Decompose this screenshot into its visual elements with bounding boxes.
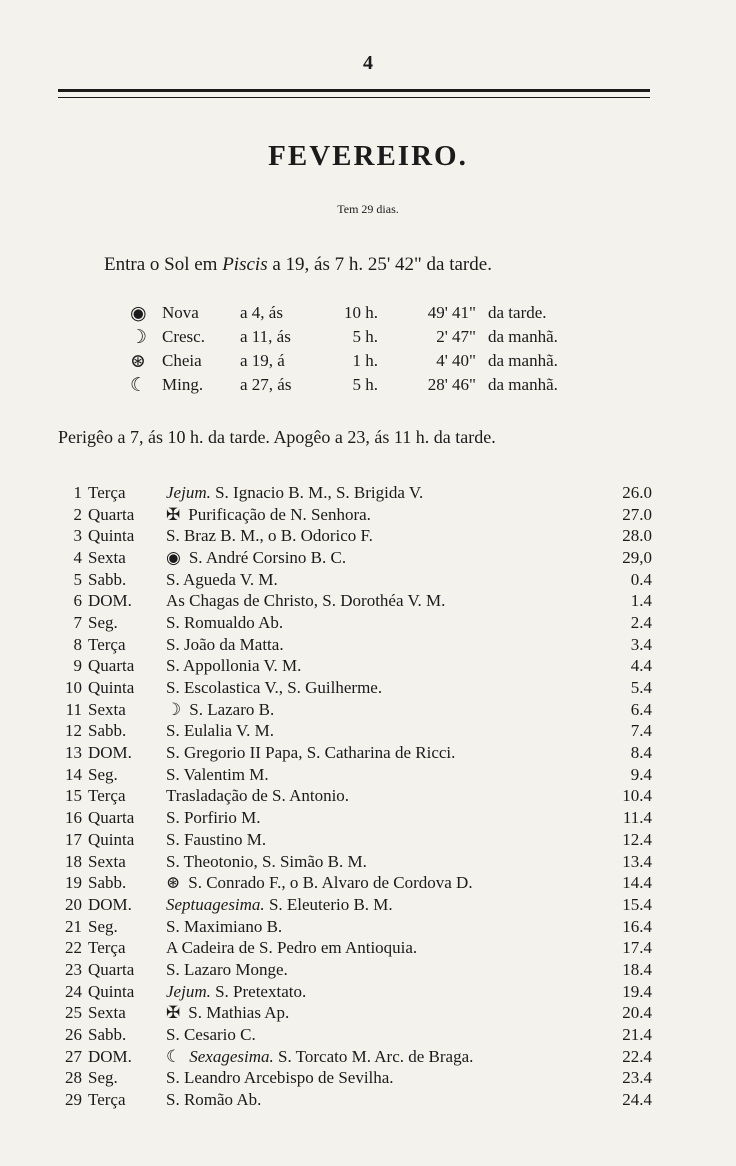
epact-value: 17.4 xyxy=(622,938,652,958)
day-number: 8 xyxy=(73,634,82,654)
saint-names: As Chagas de Christo, S. Dorothéa V. M. xyxy=(166,591,446,611)
saint-names: S. Faustino M. xyxy=(166,829,267,849)
epact-value: 9.4 xyxy=(630,764,652,784)
epact-value: 22.4 xyxy=(622,1046,652,1066)
saint-names: S. Valentim M. xyxy=(166,764,269,784)
day-number: 22 xyxy=(65,938,82,958)
epact-value: 23.4 xyxy=(622,1068,652,1088)
liturgical-note: Jejum. xyxy=(166,482,211,502)
saint-names: S. Mathias Ap. xyxy=(188,1003,290,1023)
epact-value: 5.4 xyxy=(630,678,652,698)
day-number: 13 xyxy=(65,743,82,763)
day-row xyxy=(56,872,652,894)
moon-phase-hour: 1 h. xyxy=(352,351,378,370)
weekday: Quinta xyxy=(88,981,135,1001)
weekday: Quarta xyxy=(88,959,135,979)
day-number: 28 xyxy=(65,1068,82,1088)
saint-names: S. Theotonio, S. Simão B. M. xyxy=(166,851,367,871)
moon-phase-period: da manhã. xyxy=(488,351,558,370)
epact-value: 1.4 xyxy=(630,591,652,611)
moon-phase-date: a 11, ás xyxy=(240,327,291,346)
saint-names: S. Pretextato. xyxy=(210,981,307,1001)
weekday: Terça xyxy=(88,482,126,502)
day-number: 26 xyxy=(65,1025,82,1045)
moon-phase-date: a 4, ás xyxy=(240,303,283,322)
saint-names: S. Agueda V. M. xyxy=(166,569,278,589)
days-table xyxy=(56,482,652,1111)
day-number: 5 xyxy=(73,569,82,589)
epact-value: 10.4 xyxy=(622,786,652,806)
day-number: 24 xyxy=(65,981,82,1001)
moon-phase-icon: ☽ xyxy=(130,326,148,348)
epact-value: 3.4 xyxy=(630,634,652,654)
epact-value: 4.4 xyxy=(630,656,652,676)
saint-text xyxy=(166,635,602,655)
saint-text xyxy=(166,852,602,872)
month-subtitle: Tem 29 dias. xyxy=(337,202,399,216)
day-row xyxy=(56,677,652,699)
weekday: DOM. xyxy=(88,894,132,914)
saint-text xyxy=(166,873,602,893)
saint-names: Trasladação de S. Antonio. xyxy=(166,786,350,806)
saint-text xyxy=(166,483,602,503)
day-row xyxy=(56,699,652,721)
moon-phase-date: a 19, á xyxy=(240,351,285,370)
epact-value: 11.4 xyxy=(622,808,652,828)
saint-names: S. Escolastica V., S. Guilherme. xyxy=(166,678,383,698)
day-row xyxy=(56,569,652,591)
weekday: Sabb. xyxy=(88,569,127,589)
moon-phase-icon: ☾ xyxy=(130,374,148,396)
weekday: Quarta xyxy=(88,808,135,828)
saint-text xyxy=(166,938,602,958)
saint-text xyxy=(166,721,602,741)
moon-phase-hour: 5 h. xyxy=(352,375,378,394)
moon-phase-name: Ming. xyxy=(162,375,204,394)
day-row xyxy=(56,1089,652,1111)
saint-text xyxy=(166,743,602,763)
sun-entry-pre: Entra o Sol em xyxy=(104,254,223,275)
day-row xyxy=(56,959,652,981)
day-row xyxy=(56,764,652,786)
saint-names: S. Leandro Arcebispo de Sevilha. xyxy=(166,1068,394,1088)
day-row xyxy=(56,656,652,678)
epact-value: 29,0 xyxy=(622,547,652,567)
day-row xyxy=(56,1046,652,1068)
day-row xyxy=(56,590,652,612)
saint-names: S. Eulalia V. M. xyxy=(166,721,274,741)
day-number: 2 xyxy=(73,504,82,524)
moon-phase-name: Cresc. xyxy=(162,327,205,346)
epact-value: 0.4 xyxy=(630,569,652,589)
weekday: Seg. xyxy=(88,1068,118,1088)
saint-text xyxy=(166,1025,602,1045)
weekday: Seg. xyxy=(88,612,118,632)
liturgical-note: Sexagesima. xyxy=(189,1046,274,1066)
day-number: 15 xyxy=(65,786,82,806)
saint-text xyxy=(166,700,602,720)
moon-phase-period: da manhã. xyxy=(488,375,558,394)
weekday: Seg. xyxy=(88,916,118,936)
cross-icon: ✠ xyxy=(166,1003,181,1023)
saint-text xyxy=(166,895,602,915)
saint-names: S. Porfirio M. xyxy=(166,808,261,828)
saint-names: S. Conrado F., o B. Alvaro de Cordova D. xyxy=(188,873,473,893)
day-number: 20 xyxy=(65,894,82,914)
day-number: 6 xyxy=(73,591,82,611)
day-number: 10 xyxy=(65,678,82,698)
saint-text xyxy=(166,678,602,698)
sun-entry-post: a 19, ás 7 h. 25' 42" da tarde. xyxy=(267,254,492,275)
day-number: 23 xyxy=(65,959,82,979)
day-number: 11 xyxy=(65,699,82,719)
moon-phase-hour: 5 h. xyxy=(352,327,378,346)
saint-names: S. Maximiano B. xyxy=(166,916,283,936)
page-number: 4 xyxy=(363,52,373,74)
day-number: 27 xyxy=(65,1046,82,1066)
moon-phase-name: Cheia xyxy=(162,351,202,370)
day-number: 1 xyxy=(73,482,82,502)
saint-names: S. Romualdo Ab. xyxy=(166,612,284,632)
weekday: Quinta xyxy=(88,678,135,698)
day-row xyxy=(56,525,652,547)
moon-phase-name: Nova xyxy=(162,303,199,322)
day-row xyxy=(56,786,652,808)
moon-phase-hour: 10 h. xyxy=(344,303,378,322)
saint-text xyxy=(166,656,602,676)
weekday: Sexta xyxy=(88,699,126,719)
weekday: Quinta xyxy=(88,526,135,546)
weekday: Terça xyxy=(88,634,126,654)
saint-names: S. João da Matta. xyxy=(166,634,284,654)
day-number: 9 xyxy=(73,656,82,676)
sun-entry-line xyxy=(104,254,492,276)
moon-phase-row xyxy=(130,325,558,349)
day-row xyxy=(56,807,652,829)
moon-phase-icon: ☾ xyxy=(166,1046,182,1066)
day-row xyxy=(56,1024,652,1046)
weekday: Quarta xyxy=(88,656,135,676)
cross-icon: ✠ xyxy=(166,504,181,524)
saint-text xyxy=(166,765,602,785)
epact-value: 16.4 xyxy=(622,916,652,936)
epact-value: 19.4 xyxy=(622,981,652,1001)
weekday: Sexta xyxy=(88,851,126,871)
saint-names: S. Romão Ab. xyxy=(166,1090,262,1110)
epact-value: 20.4 xyxy=(622,1003,652,1023)
weekday: DOM. xyxy=(88,1046,132,1066)
day-number: 29 xyxy=(65,1090,82,1110)
weekday: DOM. xyxy=(88,743,132,763)
epact-value: 27.0 xyxy=(622,504,652,524)
weekday: Sabb. xyxy=(88,873,127,893)
perigee-line: Perigêo a 7, ás 10 h. da tarde. Apogêo a 23, ás 11 h. da tarde. xyxy=(58,427,496,447)
day-number: 18 xyxy=(65,851,82,871)
day-row xyxy=(56,851,652,873)
weekday: Terça xyxy=(88,1090,126,1110)
day-row xyxy=(56,937,652,959)
saint-text xyxy=(166,1003,602,1023)
epact-value: 24.4 xyxy=(622,1090,652,1110)
saint-text xyxy=(166,808,602,828)
day-row xyxy=(56,829,652,851)
saint-names: S. Gregorio II Papa, S. Catharina de Ricci. xyxy=(166,743,456,763)
day-row xyxy=(56,742,652,764)
saint-names: S. Torcato M. Arc. de Braga. xyxy=(273,1046,474,1066)
saint-text xyxy=(166,1047,602,1067)
day-row xyxy=(56,721,652,743)
saint-text xyxy=(166,591,602,611)
day-number: 4 xyxy=(73,547,82,567)
day-row xyxy=(56,1003,652,1025)
epact-value: 8.4 xyxy=(630,743,652,763)
weekday: Terça xyxy=(88,938,126,958)
weekday: Terça xyxy=(88,786,126,806)
saint-text xyxy=(166,786,602,806)
moon-phase-period: da manhã. xyxy=(488,327,558,346)
day-number: 12 xyxy=(65,721,82,741)
saint-text xyxy=(166,982,602,1002)
saint-names: S. Appollonia V. M. xyxy=(166,656,302,676)
sun-sign: Piscis xyxy=(222,254,268,275)
day-row xyxy=(56,547,652,569)
month-title: FEVEREIRO. xyxy=(268,140,468,172)
saint-text xyxy=(166,1090,602,1110)
moon-phase-icon: ◉ xyxy=(130,302,147,324)
day-row xyxy=(56,981,652,1003)
moon-phase-minutes: 2' 47" xyxy=(436,327,476,346)
epact-value: 18.4 xyxy=(622,959,652,979)
header-rule-thick xyxy=(58,89,650,92)
day-number: 19 xyxy=(65,873,82,893)
moon-phase-date: a 27, ás xyxy=(240,375,292,394)
weekday: Sexta xyxy=(88,1003,126,1023)
day-number: 14 xyxy=(65,764,82,784)
day-number: 17 xyxy=(65,829,82,849)
saint-names: S. Braz B. M., o B. Odorico F. xyxy=(166,526,373,546)
saint-text xyxy=(166,570,602,590)
saint-text xyxy=(166,917,602,937)
header-rule-thin xyxy=(58,97,650,98)
moon-phase-icon: ⊛ xyxy=(130,350,146,372)
saint-names: A Cadeira de S. Pedro em Antioquia. xyxy=(166,938,418,958)
epact-value: 7.4 xyxy=(630,721,652,741)
day-number: 7 xyxy=(73,612,82,632)
saint-names: S. Cesario C. xyxy=(166,1025,256,1045)
saint-text xyxy=(166,960,602,980)
weekday: Quarta xyxy=(88,504,135,524)
moon-phase-minutes: 49' 41" xyxy=(427,303,476,322)
saint-names: S. Lazaro B. xyxy=(189,699,275,719)
epact-value: 12.4 xyxy=(622,829,652,849)
day-number: 3 xyxy=(73,526,82,546)
epact-value: 14.4 xyxy=(622,873,652,893)
saint-text xyxy=(166,830,602,850)
saint-text xyxy=(166,505,602,525)
epact-value: 2.4 xyxy=(630,612,652,632)
moon-phase-row xyxy=(130,301,558,325)
day-row xyxy=(56,482,652,504)
day-row xyxy=(56,634,652,656)
moon-phase-row xyxy=(130,373,558,397)
day-number: 16 xyxy=(65,808,82,828)
moon-phase-minutes: 4' 40" xyxy=(436,351,476,370)
weekday: Quinta xyxy=(88,829,135,849)
saint-text xyxy=(166,548,602,568)
day-row xyxy=(56,894,652,916)
day-row xyxy=(56,612,652,634)
day-row xyxy=(56,1068,652,1090)
epact-value: 28.0 xyxy=(622,526,652,546)
saint-text xyxy=(166,613,602,633)
moon-phases xyxy=(130,301,558,397)
epact-value: 21.4 xyxy=(622,1025,652,1045)
epact-value: 26.0 xyxy=(622,482,652,502)
epact-value: 13.4 xyxy=(622,851,652,871)
liturgical-note: Jejum. xyxy=(166,981,211,1001)
day-number: 21 xyxy=(65,916,82,936)
day-row xyxy=(56,916,652,938)
saint-text xyxy=(166,1068,602,1088)
weekday: Sabb. xyxy=(88,1025,127,1045)
saint-names: S. Lazaro Monge. xyxy=(166,959,288,979)
weekday: Sabb. xyxy=(88,721,127,741)
saint-names: S. André Corsino B. C. xyxy=(188,547,347,567)
saint-names: Purificação de N. Senhora. xyxy=(188,504,371,524)
moon-phase-icon: ◉ xyxy=(166,547,181,567)
moon-phase-period: da tarde. xyxy=(488,303,547,322)
saint-names: S. Ignacio B. M., S. Brigida V. xyxy=(210,482,424,502)
epact-value: 6.4 xyxy=(630,699,652,719)
weekday: DOM. xyxy=(88,591,132,611)
weekday: Seg. xyxy=(88,764,118,784)
moon-phase-icon: ⊛ xyxy=(166,873,181,893)
day-number: 25 xyxy=(65,1003,82,1023)
moon-phase-minutes: 28' 46" xyxy=(427,375,476,394)
moon-phase-icon: ☽ xyxy=(166,699,182,719)
day-row xyxy=(56,504,652,526)
weekday: Sexta xyxy=(88,547,126,567)
moon-phase-row xyxy=(130,349,558,373)
epact-value: 15.4 xyxy=(622,894,652,914)
saint-text xyxy=(166,526,602,546)
saint-names: S. Eleuterio B. M. xyxy=(264,894,393,914)
liturgical-note: Septuagesima. xyxy=(166,894,265,914)
